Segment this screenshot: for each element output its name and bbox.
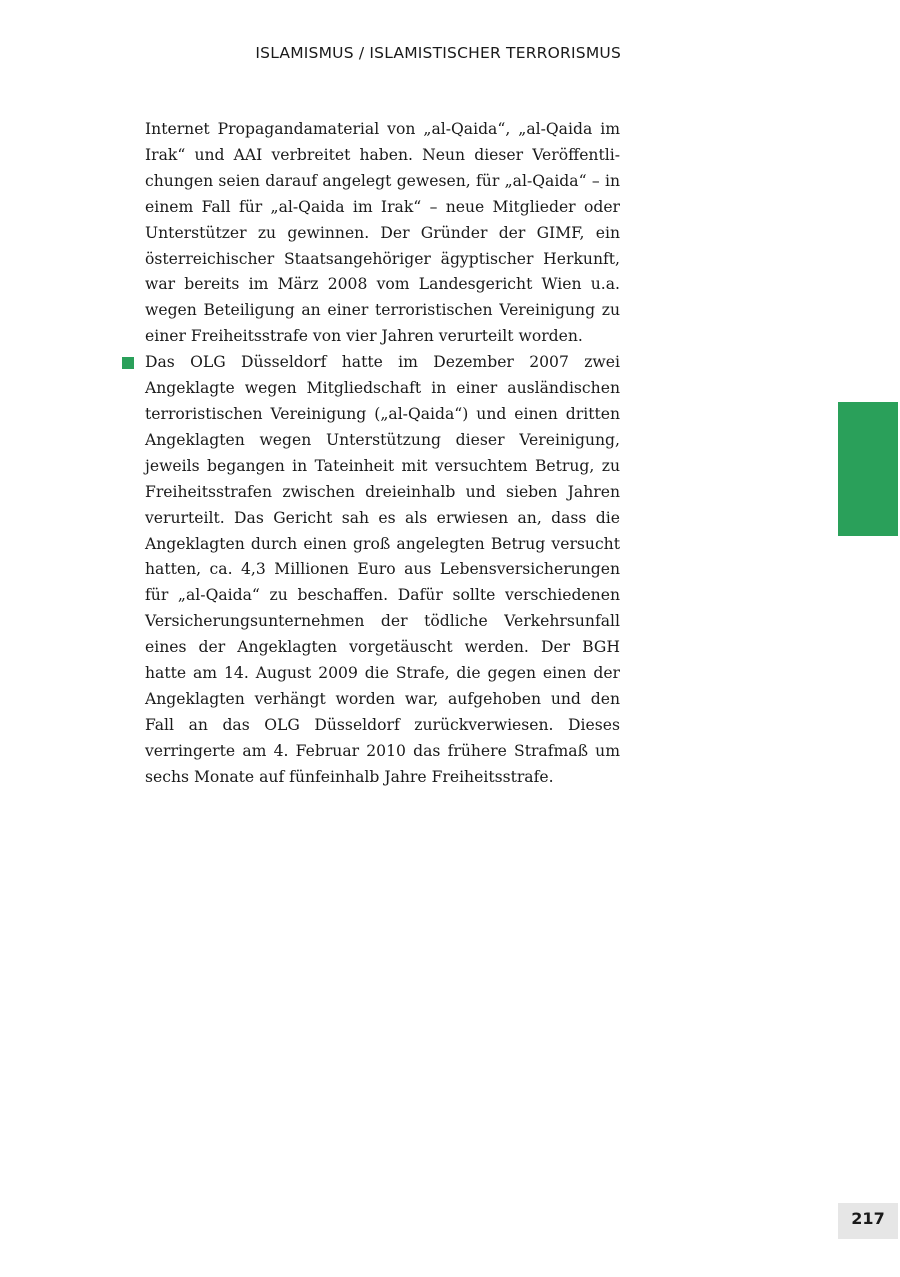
page-number-box	[838, 1203, 898, 1239]
page-number: 217	[851, 1209, 885, 1228]
green-square-bullet-icon	[122, 357, 134, 369]
chapter-tab-marker	[838, 402, 898, 536]
paragraph-continued: Internet Propagandamaterial von „al-Qaida“, „al-Qaida im Irak“ und AAI verbreitet haben. Neun dieser Veröffentlichungen seien darauf angelegt gewesen, für „al-Qaida“ – in einem Fall für „al-Qaida im Irak“ – neue Mitglieder oder Unterstützer zu gewinnen. Der Gründer der GIMF, ein österreichischer Staatsangehöriger ägyptischer Herkunft, war bereits im März 2008 vom Landesgericht Wien u.a. wegen Beteiligung an einer terroristischen Vereinigung zu einer Freiheitsstrafe von vier Jahren verurteilt worden.	[145, 120, 620, 346]
body-text	[145, 117, 620, 791]
bullet-paragraph-text: Das OLG Düsseldorf hatte im Dezember 2007 zwei Angeklagte wegen Mitgliedschaft in einer ausländischen terroristischen Vereinigung („al-Qaida“) und einen dritten Angeklagten wegen Unterstützung dieser Vereinigung, jeweils begangen in Tateinheit mit versuchtem Betrug, zu Freiheitsstrafen zwischen dreieinhalb und sieben Jahren verurteilt. Das Gericht sah es als erwiesen an, dass die Angeklagten durch einen groß angelegten Betrug versucht hatten, ca. 4,3 Millionen Euro aus Lebensversicherungen für „al-Qaida“ zu beschaffen. Dafür sollte verschiedenen Versicherungsunternehmen der tödliche Verkehrsunfall eines der Angeklagten vorgetäuscht werden. Der BGH hatte am 14. August 2009 die Strafe, die gegen einen der Angeklagten verhängt worden war, aufgehoben und den Fall an das OLG Düsseldorf zurückverwiesen. Dieses verringerte am 4. Februar 2010 das frühere Strafmaß um sechs Monate auf fünfeinhalb Jahre Freiheitsstrafe.	[145, 353, 620, 786]
bullet-paragraph	[145, 350, 620, 790]
running-header: ISLAMISMUS / ISLAMISTISCHER TERRORISMUS	[255, 44, 621, 62]
